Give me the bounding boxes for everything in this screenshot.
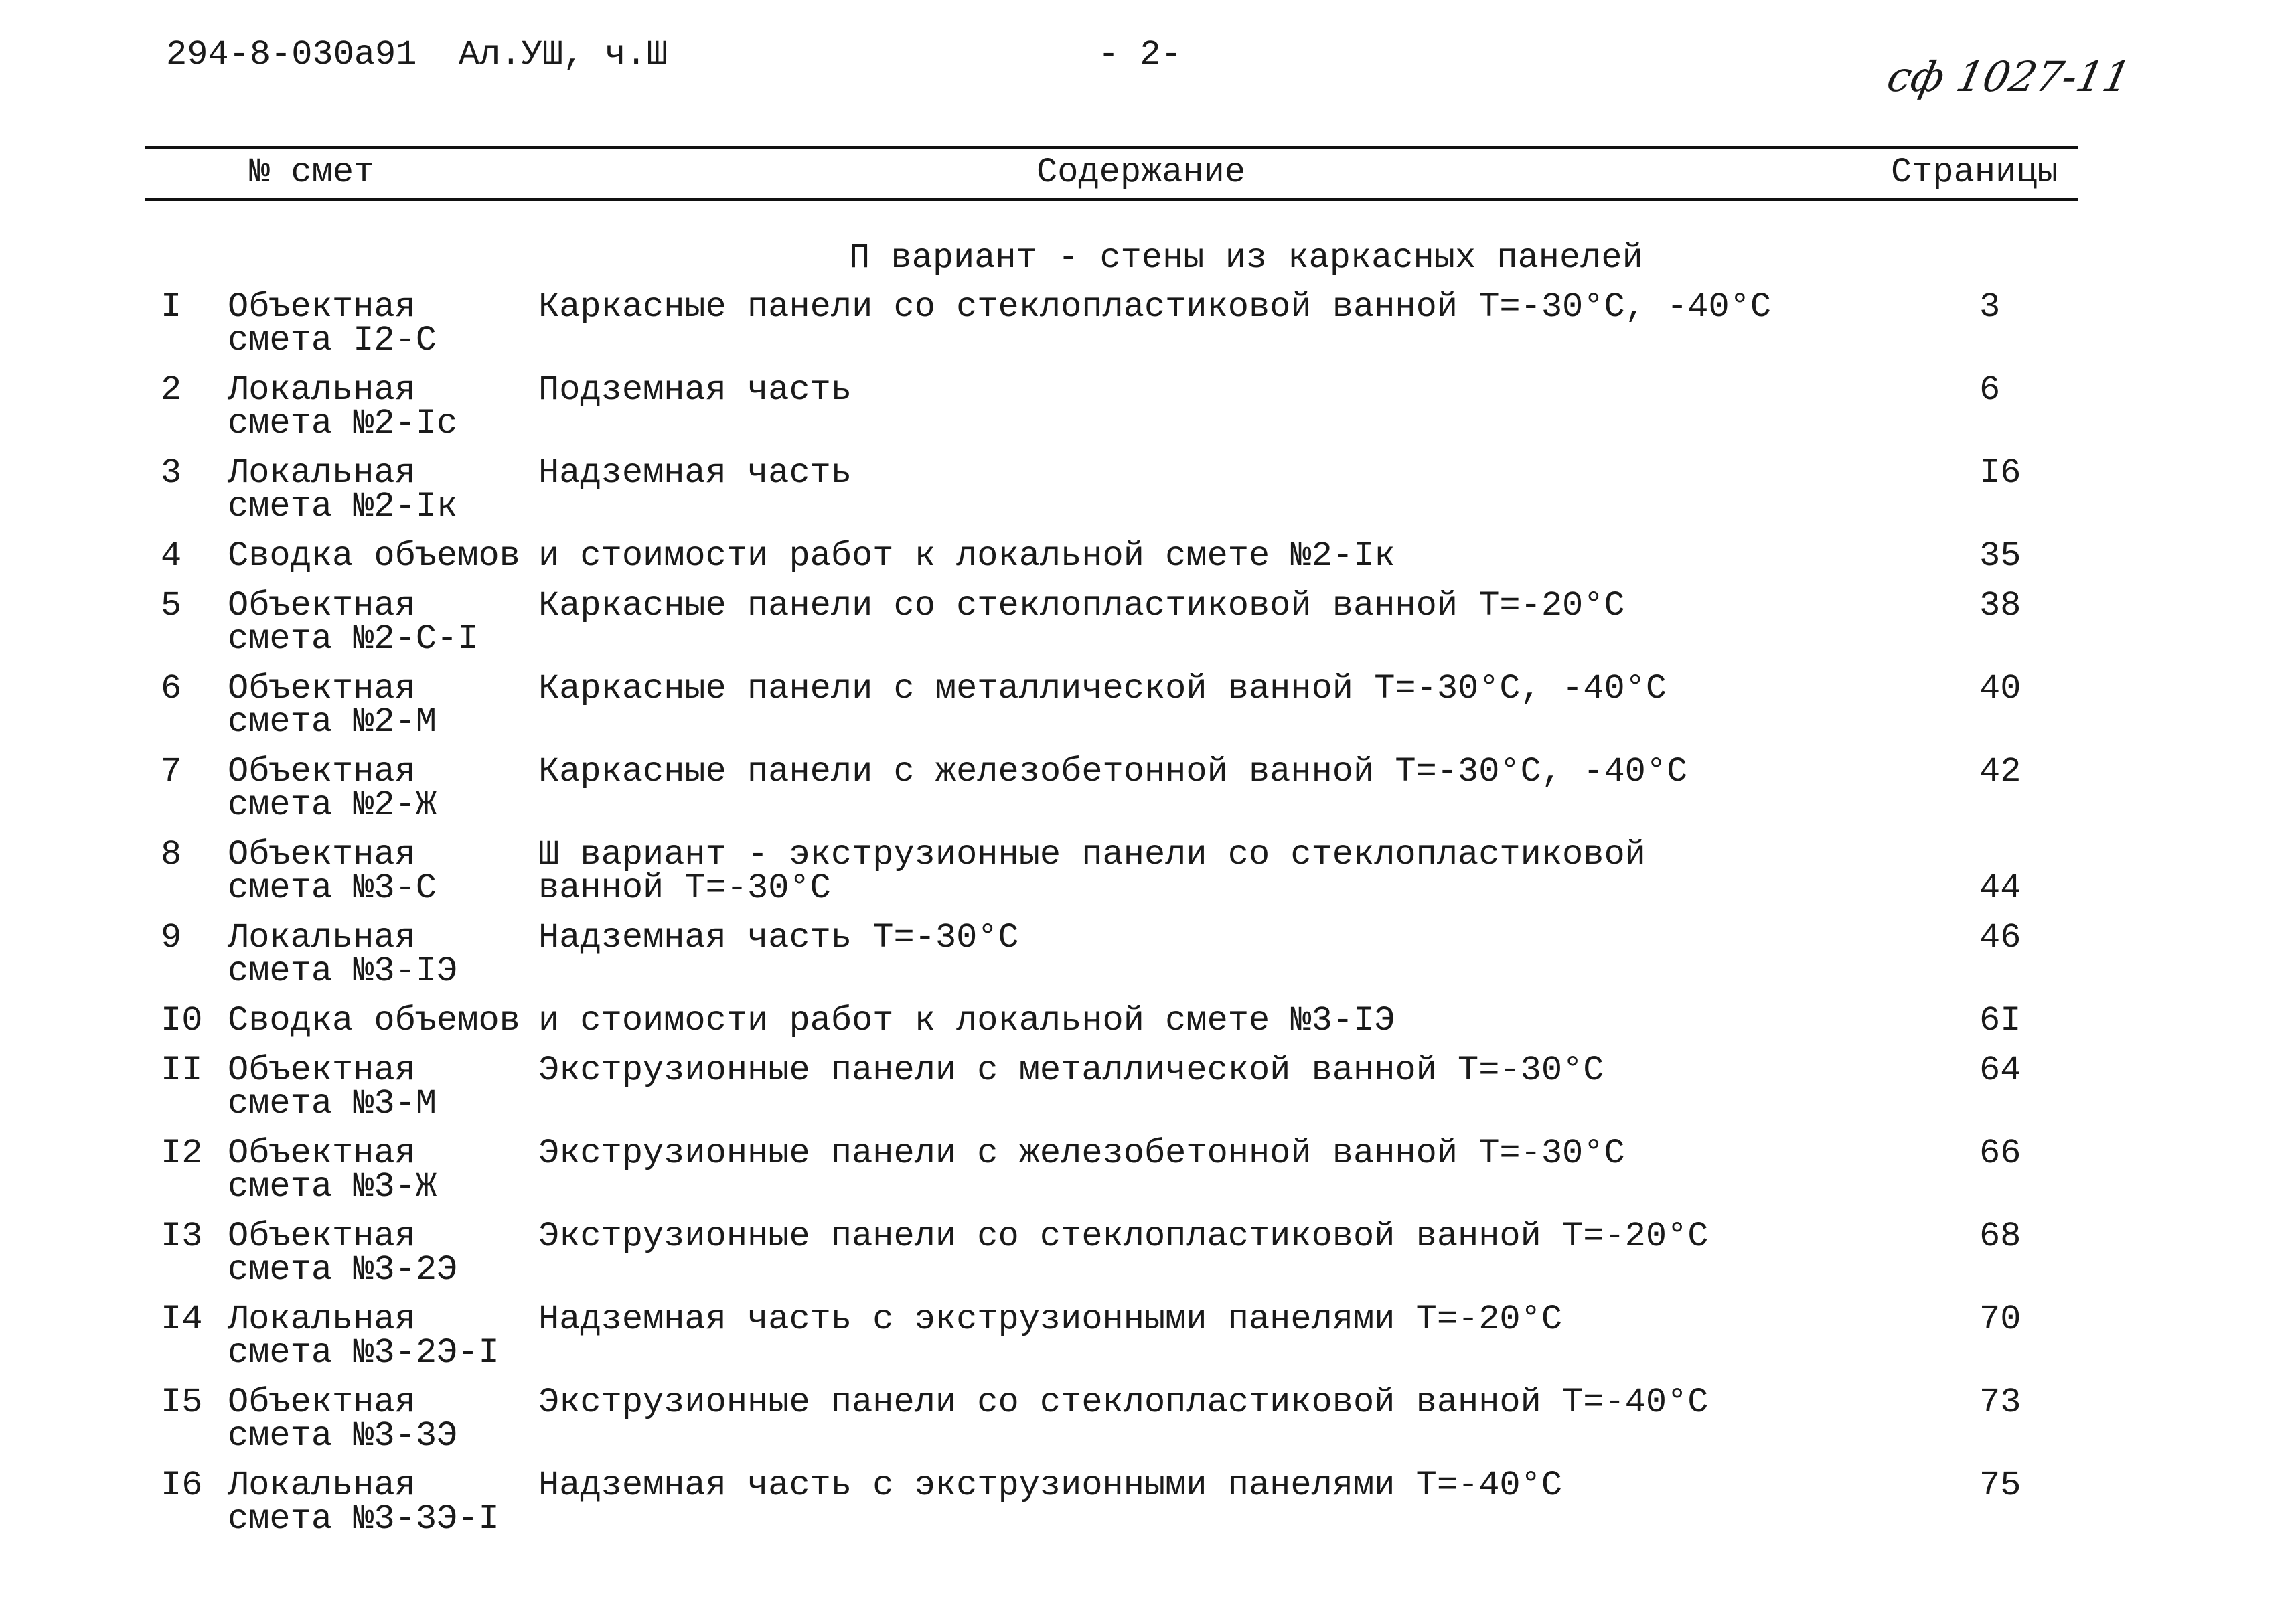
estimate-type: Локальная xyxy=(228,918,416,957)
table-row xyxy=(161,1051,2102,1124)
content-description xyxy=(538,1383,2102,1453)
estimate-name xyxy=(228,453,458,526)
content-description xyxy=(538,1466,2102,1536)
table-row xyxy=(161,1300,2102,1373)
estimate-name xyxy=(228,835,437,908)
estimate-id: смета №2-М xyxy=(228,702,437,742)
estimate-id: смета №3-2Э xyxy=(228,1250,458,1290)
content-line: Каркасные панели с железобетонной ванной Т=-30°С, -40°С xyxy=(538,752,1688,791)
estimate-id: смета №2-Iк xyxy=(228,487,458,526)
estimate-type: Локальная xyxy=(228,453,416,493)
estimate-type: Объектная xyxy=(228,669,416,708)
estimate-id: смета №3-IЭ xyxy=(228,951,458,991)
row-number: 8 xyxy=(161,835,182,874)
page-reference: 64 xyxy=(1979,1051,2021,1090)
table-row xyxy=(161,536,2102,576)
content-description xyxy=(538,918,2102,988)
contents-table xyxy=(161,287,2102,1552)
page-reference: 6I xyxy=(1979,1001,2021,1041)
content-description xyxy=(538,1051,2102,1121)
row-number: II xyxy=(161,1051,203,1090)
content-line: Экструзионные панели с металлической ванной Т=-30°С xyxy=(538,1051,1604,1090)
row-number: 3 xyxy=(161,453,182,493)
estimate-type: Локальная xyxy=(228,1300,416,1339)
estimate-name xyxy=(228,752,437,825)
estimate-type: Объектная xyxy=(228,1051,416,1090)
row-number: I4 xyxy=(161,1300,203,1339)
row-number: I xyxy=(161,287,182,327)
column-header-content: Содержание xyxy=(1037,153,1246,192)
header-top-rule xyxy=(145,146,2078,149)
table-row xyxy=(161,669,2102,742)
table-row xyxy=(161,453,2102,526)
header-bottom-rule xyxy=(145,198,2078,201)
content-description xyxy=(538,287,2102,358)
section-heading: П вариант - стены из каркасных панелей xyxy=(849,238,1643,278)
page-reference: 68 xyxy=(1979,1217,2021,1256)
page-reference: 44 xyxy=(1979,868,2021,908)
estimate-name xyxy=(228,1217,458,1290)
page-reference: 46 xyxy=(1979,918,2021,957)
table-row xyxy=(161,918,2102,991)
table-row xyxy=(161,586,2102,659)
table-row xyxy=(161,1001,2102,1041)
estimate-name xyxy=(228,287,437,360)
content-description xyxy=(538,752,2102,822)
estimate-id: смета №3-2Э-I xyxy=(228,1333,500,1373)
content-description xyxy=(538,1001,2102,1041)
content-line: Экструзионные панели с железобетонной ванной Т=-30°С xyxy=(538,1134,1625,1173)
content-line: Каркасные панели с металлической ванной Т=-30°С, -40°С xyxy=(538,669,1667,708)
estimate-type: Объектная xyxy=(228,1134,416,1173)
table-row xyxy=(161,1466,2102,1539)
content-line: Надземная часть с экструзионными панелями Т=-40°С xyxy=(538,1466,1563,1505)
estimate-name xyxy=(228,1001,520,1041)
content-line: Надземная часть с экструзионными панелями Т=-20°С xyxy=(538,1300,1563,1339)
content-description xyxy=(538,453,2102,524)
row-number: I5 xyxy=(161,1383,203,1422)
content-line: Надземная часть xyxy=(538,453,852,493)
estimate-id: смета №3-Ж xyxy=(228,1167,437,1207)
row-number: 9 xyxy=(161,918,182,957)
table-row xyxy=(161,287,2102,360)
estimate-name xyxy=(228,669,437,742)
column-header-pages: Страницы xyxy=(1891,153,2058,192)
row-number: 5 xyxy=(161,586,182,625)
content-description xyxy=(538,1217,2102,1287)
content-description xyxy=(538,1134,2102,1204)
estimate-name xyxy=(228,1051,437,1124)
estimate-type: Объектная xyxy=(228,1383,416,1422)
estimate-id: смета №2-Ж xyxy=(228,785,437,825)
page-reference: 75 xyxy=(1979,1466,2021,1505)
content-line: Надземная часть Т=-30°С xyxy=(538,918,1019,957)
estimate-name xyxy=(228,536,520,576)
estimate-type: Объектная xyxy=(228,835,416,874)
estimate-id: смета №3-3Э-I xyxy=(228,1499,500,1539)
row-number: I6 xyxy=(161,1466,203,1505)
content-line: и стоимости работ к локальной смете №3-IЭ xyxy=(538,1001,1395,1041)
content-description xyxy=(538,669,2102,739)
content-line: Экструзионные панели со стеклопластиковой ванной Т=-40°С xyxy=(538,1383,1709,1422)
row-number: I3 xyxy=(161,1217,203,1256)
estimate-type: Объектная xyxy=(228,586,416,625)
page-reference: 35 xyxy=(1979,536,2021,576)
page-reference: 38 xyxy=(1979,586,2021,625)
estimate-name xyxy=(228,1466,500,1539)
page-number: - 2- xyxy=(1098,35,1182,74)
estimate-id: смета №3-М xyxy=(228,1084,437,1124)
content-description xyxy=(538,1300,2102,1370)
estimate-type: Сводка объемов xyxy=(228,1001,520,1041)
row-number: 4 xyxy=(161,536,182,576)
estimate-type: Объектная xyxy=(228,1217,416,1256)
estimate-type: Сводка объемов xyxy=(228,536,520,576)
estimate-name xyxy=(228,1383,458,1456)
document-code: 294-8-030а91 Ал.УШ, ч.Ш xyxy=(166,35,668,74)
estimate-type: Объектная xyxy=(228,752,416,791)
estimate-id: смета №2-С-I xyxy=(228,619,479,659)
content-line: Каркасные панели со стеклопластиковой ванной Т=-30°С, -40°С xyxy=(538,287,1772,327)
content-line: и стоимости работ к локальной смете №2-Iк xyxy=(538,536,1395,576)
page-reference: 3 xyxy=(1979,287,2001,327)
content-line: Подземная часть xyxy=(538,370,852,410)
row-number: I2 xyxy=(161,1134,203,1173)
estimate-name xyxy=(228,370,458,443)
table-row xyxy=(161,752,2102,825)
content-description xyxy=(538,536,2102,576)
handwritten-note: сф 1027-11 xyxy=(1883,52,2135,101)
estimate-id: смета №3-3Э xyxy=(228,1416,458,1456)
table-row xyxy=(161,1134,2102,1207)
estimate-name xyxy=(228,1134,437,1207)
estimate-name xyxy=(228,918,458,991)
estimate-type: Объектная xyxy=(228,287,416,327)
column-header-number: № смет xyxy=(249,153,375,192)
estimate-id: смета №3-С xyxy=(228,868,437,908)
page-reference: 42 xyxy=(1979,752,2021,791)
estimate-type: Локальная xyxy=(228,370,416,410)
page-reference: 70 xyxy=(1979,1300,2021,1339)
row-number: I0 xyxy=(161,1001,203,1041)
page-reference: 73 xyxy=(1979,1383,2021,1422)
row-number: 7 xyxy=(161,752,182,791)
content-description xyxy=(538,586,2102,656)
content-description xyxy=(538,835,2102,908)
estimate-id: смета №2-Iс xyxy=(228,404,458,443)
content-description xyxy=(538,370,2102,441)
table-row xyxy=(161,1383,2102,1456)
page-reference: 66 xyxy=(1979,1134,2021,1173)
page-reference: 40 xyxy=(1979,669,2021,708)
content-line: ванной Т=-30°С xyxy=(538,868,831,908)
content-line: Каркасные панели со стеклопластиковой ванной Т=-20°С xyxy=(538,586,1625,625)
row-number: 6 xyxy=(161,669,182,708)
table-row xyxy=(161,370,2102,443)
estimate-type: Локальная xyxy=(228,1466,416,1505)
content-line: Ш вариант - экструзионные панели со стеклопластиковой xyxy=(538,835,1646,874)
table-row xyxy=(161,835,2102,908)
estimate-name xyxy=(228,1300,500,1373)
estimate-name xyxy=(228,586,479,659)
page-reference: 6 xyxy=(1979,370,2001,410)
table-row xyxy=(161,1217,2102,1290)
estimate-id: смета I2-С xyxy=(228,321,437,360)
page-reference: I6 xyxy=(1979,453,2021,493)
row-number: 2 xyxy=(161,370,182,410)
content-line: Экструзионные панели со стеклопластиковой ванной Т=-20°С xyxy=(538,1217,1709,1256)
